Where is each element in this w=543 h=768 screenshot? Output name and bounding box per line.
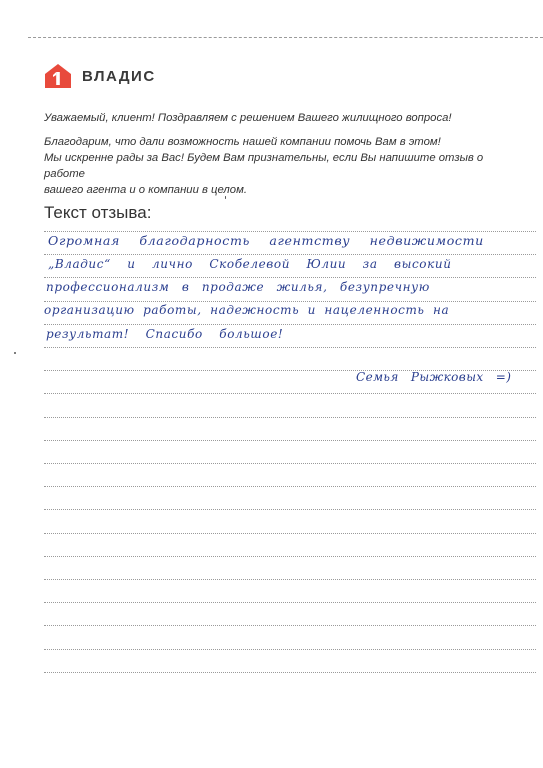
writing-line [44,625,536,626]
writing-line [44,463,536,464]
writing-line [44,602,536,603]
writing-line [44,324,536,325]
writing-line [44,301,536,302]
handwritten-line-5: результат! Спасибо большое! [46,327,284,341]
writing-line [44,231,536,232]
writing-line [44,579,536,580]
writing-line [44,277,536,278]
intro-line-1: Благодарим, что дали возможность нашей компании помочь Вам в этом! [44,136,441,148]
review-lines-area [44,231,536,731]
handwritten-line-2: „Владис“ и лично Скобелевой Юлии за высокий [48,257,452,271]
handwritten-line-4: организацию работы, надежность и нацеленность на [44,303,450,317]
writing-line [44,393,536,394]
handwritten-line-3: профессионализм в продаже жилья, безупречную [46,280,430,294]
writing-line [44,347,536,348]
intro-line-3: вашего агента и о компании в целом. [44,184,247,196]
house-key-icon [44,63,72,89]
writing-line [44,533,536,534]
brand-name: ВЛАДИС [82,67,156,85]
handwritten-signature: Семья Рыжковых =) [356,370,512,384]
review-title: Текст отзыва: [44,203,152,222]
handwritten-line-1: Огромная благодарность агентству недвижимости [48,234,484,248]
writing-line [44,649,536,650]
intro-line-2: Мы искренне рады за Вас! Будем Вам признательны, если Вы напишите отзыв о работе [44,152,484,180]
writing-line [44,254,536,255]
writing-line [44,440,536,441]
paper-speck [225,196,226,199]
intro-text [44,110,524,198]
company-logo [44,62,156,90]
intro-greeting: Уважаемый, клиент! Поздравляем с решением Вашего жилищного вопроса! [44,112,452,124]
writing-line [44,672,536,673]
writing-line [44,486,536,487]
writing-line [44,417,536,418]
top-dashed-rule [28,37,543,38]
writing-line [44,509,536,510]
paper-speck [14,352,16,354]
writing-line [44,556,536,557]
